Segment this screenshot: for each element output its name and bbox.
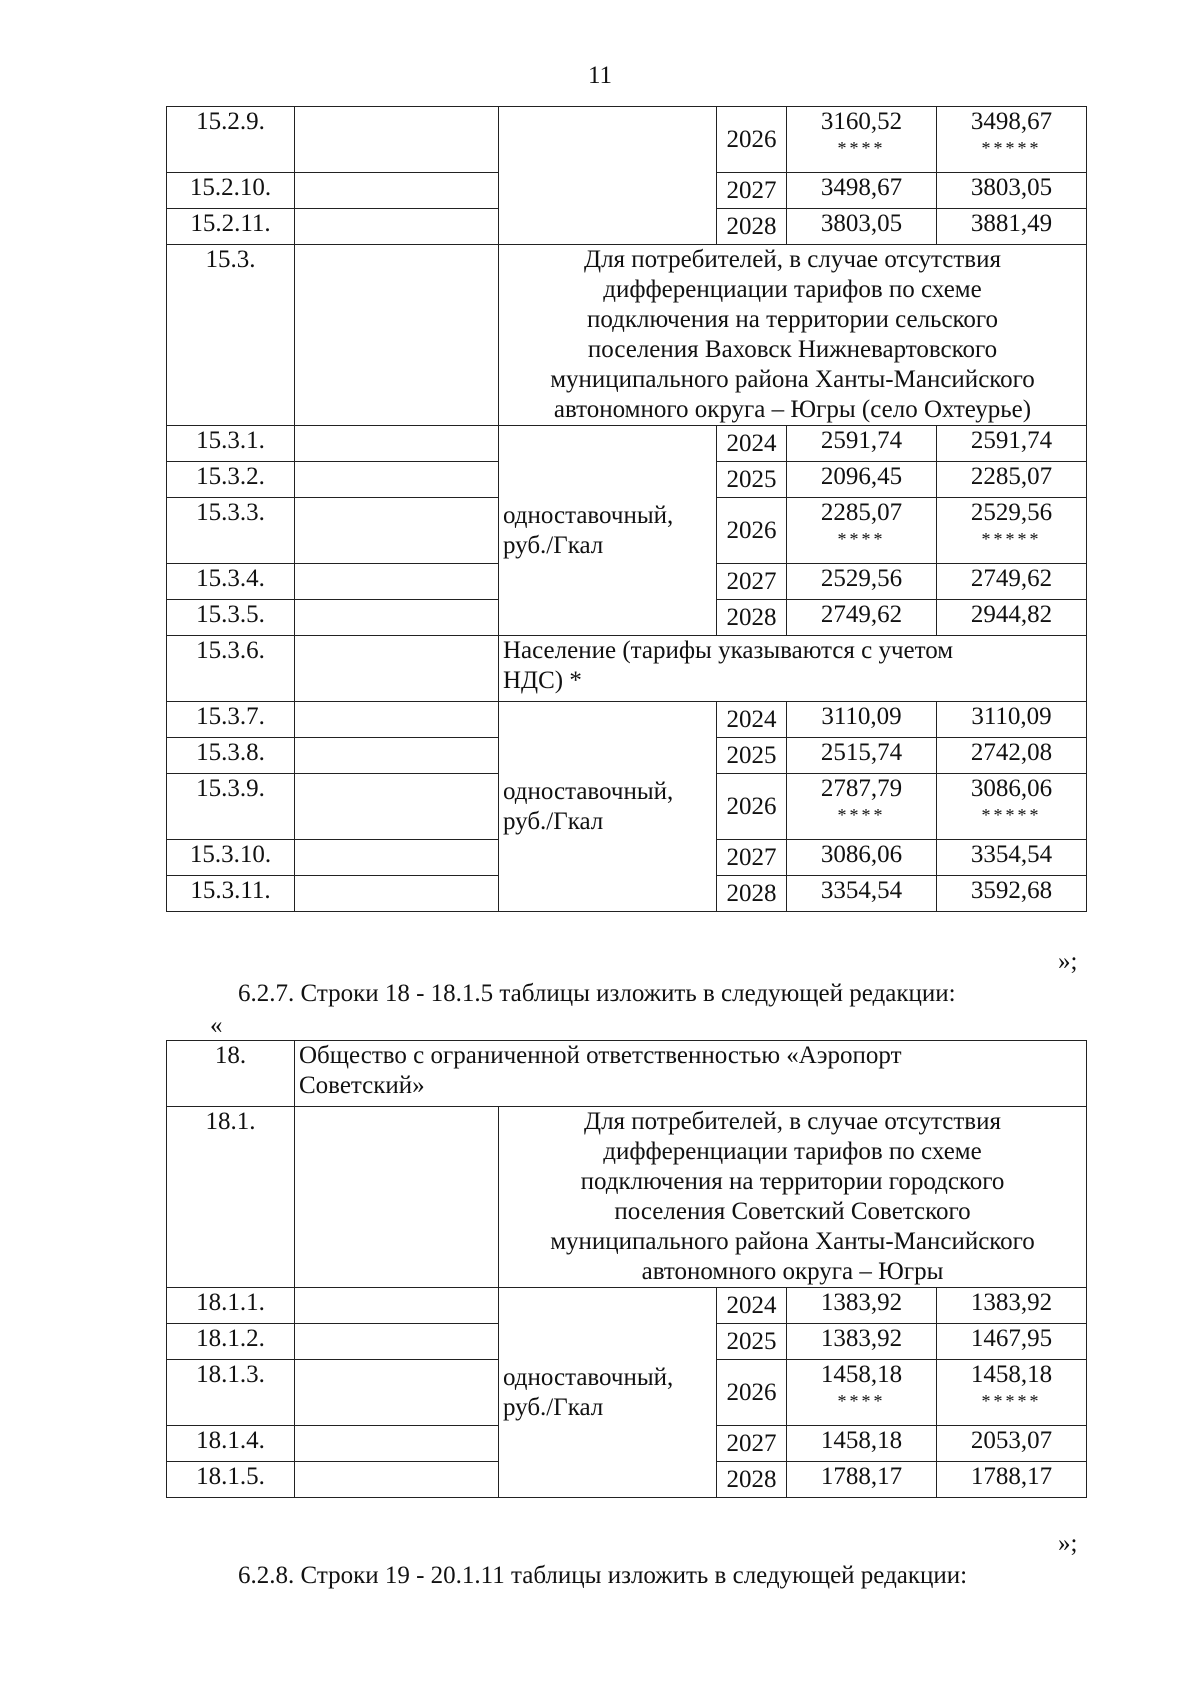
table-row bbox=[167, 107, 1087, 173]
close-quote: »; bbox=[1058, 948, 1078, 975]
value-1-cell: 1383,92 bbox=[787, 1288, 937, 1324]
empty-cell bbox=[295, 600, 499, 636]
value-1-cell bbox=[787, 107, 937, 173]
value-1-cell: 2591,74 bbox=[787, 426, 937, 462]
value-2-cell: 3881,49 bbox=[937, 209, 1087, 245]
empty-cell bbox=[295, 426, 499, 462]
value-2-cell: 2285,07 bbox=[937, 462, 1087, 498]
year-cell: 2026 bbox=[717, 1360, 787, 1426]
value-2: 1458,18 bbox=[970, 1361, 1053, 1388]
empty-cell bbox=[295, 1360, 499, 1426]
value-2-cell bbox=[937, 107, 1087, 173]
year-cell: 2025 bbox=[717, 738, 787, 774]
tariff-table-15 bbox=[166, 106, 1087, 912]
row-number: 15.3.4. bbox=[167, 564, 295, 600]
empty-cell bbox=[295, 702, 499, 738]
value-2-cell: 2742,08 bbox=[937, 738, 1087, 774]
value-2-cell: 3354,54 bbox=[937, 840, 1087, 876]
section-line: муниципального района Ханты-Мансийского bbox=[550, 1228, 1035, 1255]
row-number: 18.1.2. bbox=[167, 1324, 295, 1360]
unit-cell bbox=[499, 1288, 717, 1498]
row-number: 18.1.1. bbox=[167, 1288, 295, 1324]
value-1: 3160,52 bbox=[820, 108, 903, 135]
value-1-stars: **** bbox=[837, 529, 886, 549]
value-2-cell: 3592,68 bbox=[937, 876, 1087, 912]
row-number: 15.3.6. bbox=[167, 636, 295, 702]
section-line: дифференциации тарифов по схеме bbox=[603, 1138, 982, 1165]
empty-cell bbox=[295, 173, 499, 209]
value-2-cell: 3110,09 bbox=[937, 702, 1087, 738]
section-line: подключения на территории городского bbox=[580, 1168, 1005, 1195]
row-number: 15.3.11. bbox=[167, 876, 295, 912]
unit-line: руб./Гкал bbox=[503, 531, 604, 559]
population-heading bbox=[499, 636, 1087, 702]
year-cell: 2025 bbox=[717, 462, 787, 498]
section-line: муниципального района Ханты-Мансийского bbox=[550, 366, 1035, 393]
value-2-cell bbox=[937, 774, 1087, 840]
value-1: 2285,07 bbox=[820, 499, 903, 526]
value-2-cell: 2053,07 bbox=[937, 1426, 1087, 1462]
population-line: Население (тарифы указываются с учетом bbox=[503, 637, 954, 664]
value-1-cell: 1383,92 bbox=[787, 1324, 937, 1360]
section-line: автономного округа – Югры (село Охтеурье) bbox=[553, 396, 1032, 423]
section-line: Для потребителей, в случае отсутствия bbox=[584, 1108, 1001, 1135]
year-cell: 2025 bbox=[717, 1324, 787, 1360]
section-line: поселения Советский Советского bbox=[614, 1198, 971, 1225]
year-cell: 2028 bbox=[717, 876, 787, 912]
unit-line: руб./Гкал bbox=[503, 1393, 604, 1421]
year-cell: 2028 bbox=[717, 209, 787, 245]
value-1-cell: 2096,45 bbox=[787, 462, 937, 498]
section-heading bbox=[499, 245, 1087, 426]
row-number: 15.3.10. bbox=[167, 840, 295, 876]
section-row bbox=[167, 245, 1087, 426]
empty-cell bbox=[295, 738, 499, 774]
value-1-stars: **** bbox=[837, 805, 886, 825]
value-1-cell: 2515,74 bbox=[787, 738, 937, 774]
row-number: 15.3.8. bbox=[167, 738, 295, 774]
year-cell: 2027 bbox=[717, 1426, 787, 1462]
empty-cell bbox=[295, 774, 499, 840]
year-cell: 2024 bbox=[717, 426, 787, 462]
value-2-cell bbox=[937, 1360, 1087, 1426]
population-row bbox=[167, 636, 1087, 702]
value-2-stars: ***** bbox=[981, 805, 1042, 825]
section-line: поселения Ваховск Нижневартовского bbox=[587, 336, 998, 363]
empty-cell bbox=[295, 245, 499, 426]
section-line: подключения на территории сельского bbox=[586, 306, 999, 333]
open-quote: « bbox=[210, 1012, 223, 1039]
unit-cell bbox=[499, 107, 717, 245]
value-2-cell: 1467,95 bbox=[937, 1324, 1087, 1360]
value-1: 1458,18 bbox=[820, 1361, 903, 1388]
year-cell: 2027 bbox=[717, 840, 787, 876]
empty-cell bbox=[295, 840, 499, 876]
row-number: 15.3.9. bbox=[167, 774, 295, 840]
row-number: 15.3.7. bbox=[167, 702, 295, 738]
value-1-cell: 2749,62 bbox=[787, 600, 937, 636]
value-1-cell: 3498,67 bbox=[787, 173, 937, 209]
empty-cell bbox=[295, 1107, 499, 1288]
value-2-cell: 1383,92 bbox=[937, 1288, 1087, 1324]
empty-cell bbox=[295, 107, 499, 173]
organization-name bbox=[295, 1041, 1087, 1107]
value-1-cell: 3354,54 bbox=[787, 876, 937, 912]
empty-cell bbox=[295, 1324, 499, 1360]
value-2-stars: ***** bbox=[981, 1391, 1042, 1411]
section-heading bbox=[499, 1107, 1087, 1288]
page-number: 11 bbox=[587, 62, 613, 89]
year-cell: 2024 bbox=[717, 1288, 787, 1324]
empty-cell bbox=[295, 462, 499, 498]
section-row bbox=[167, 1107, 1087, 1288]
row-number: 18.1.5. bbox=[167, 1462, 295, 1498]
value-1-stars: **** bbox=[837, 138, 886, 158]
table-row bbox=[167, 702, 1087, 738]
row-number: 15.3.3. bbox=[167, 498, 295, 564]
row-number: 15.2.10. bbox=[167, 173, 295, 209]
section-line: дифференциации тарифов по схеме bbox=[603, 276, 982, 303]
value-2-cell bbox=[937, 498, 1087, 564]
row-number: 18. bbox=[167, 1041, 295, 1107]
year-cell: 2026 bbox=[717, 498, 787, 564]
unit-line: одноставочный, bbox=[503, 777, 674, 805]
row-number: 15.3.2. bbox=[167, 462, 295, 498]
empty-cell bbox=[295, 209, 499, 245]
organization-row bbox=[167, 1041, 1087, 1107]
empty-cell bbox=[295, 876, 499, 912]
value-2: 2529,56 bbox=[970, 499, 1053, 526]
year-cell: 2026 bbox=[717, 774, 787, 840]
value-2-stars: ***** bbox=[981, 138, 1042, 158]
organization-line: Общество с ограниченной ответственностью «Аэропорт bbox=[299, 1042, 902, 1069]
year-cell: 2024 bbox=[717, 702, 787, 738]
value-1-cell: 3110,09 bbox=[787, 702, 937, 738]
empty-cell bbox=[295, 498, 499, 564]
year-cell: 2028 bbox=[717, 600, 787, 636]
row-number: 15.2.9. bbox=[167, 107, 295, 173]
value-1-cell bbox=[787, 498, 937, 564]
unit-cell bbox=[499, 426, 717, 636]
value-2: 3086,06 bbox=[970, 775, 1053, 802]
tariff-table-18 bbox=[166, 1040, 1087, 1498]
organization-line: Советский» bbox=[299, 1072, 425, 1099]
year-cell: 2026 bbox=[717, 107, 787, 173]
table-row bbox=[167, 426, 1087, 462]
section-line: автономного округа – Югры bbox=[641, 1258, 944, 1285]
value-1-stars: **** bbox=[837, 1391, 886, 1411]
value-1: 2787,79 bbox=[820, 775, 903, 802]
value-1-cell: 2529,56 bbox=[787, 564, 937, 600]
value-2-cell: 2591,74 bbox=[937, 426, 1087, 462]
year-cell: 2027 bbox=[717, 173, 787, 209]
population-line: НДС) * bbox=[503, 667, 582, 694]
row-number: 15.3.1. bbox=[167, 426, 295, 462]
value-2: 3498,67 bbox=[970, 108, 1053, 135]
row-number: 18.1.4. bbox=[167, 1426, 295, 1462]
empty-cell bbox=[295, 1288, 499, 1324]
paragraph-6-2-7: 6.2.7. Строки 18 - 18.1.5 таблицы изложить в следующей редакции: bbox=[238, 980, 956, 1007]
row-number: 15.3. bbox=[167, 245, 295, 426]
unit-line: руб./Гкал bbox=[503, 807, 604, 835]
value-1-cell: 1458,18 bbox=[787, 1426, 937, 1462]
value-2-cell: 2944,82 bbox=[937, 600, 1087, 636]
close-quote: »; bbox=[1058, 1530, 1078, 1557]
value-1-cell: 3086,06 bbox=[787, 840, 937, 876]
empty-cell bbox=[295, 564, 499, 600]
paragraph-6-2-8: 6.2.8. Строки 19 - 20.1.11 таблицы изложить в следующей редакции: bbox=[238, 1562, 968, 1589]
value-1-cell: 3803,05 bbox=[787, 209, 937, 245]
row-number: 15.2.11. bbox=[167, 209, 295, 245]
unit-line: одноставочный, bbox=[503, 1363, 674, 1391]
row-number: 15.3.5. bbox=[167, 600, 295, 636]
value-1-cell bbox=[787, 774, 937, 840]
empty-cell bbox=[295, 1426, 499, 1462]
empty-cell bbox=[295, 636, 499, 702]
unit-cell bbox=[499, 702, 717, 912]
value-2-cell: 2749,62 bbox=[937, 564, 1087, 600]
value-2-stars: ***** bbox=[981, 529, 1042, 549]
year-cell: 2027 bbox=[717, 564, 787, 600]
row-number: 18.1.3. bbox=[167, 1360, 295, 1426]
empty-cell bbox=[295, 1462, 499, 1498]
value-1-cell: 1788,17 bbox=[787, 1462, 937, 1498]
value-2-cell: 3803,05 bbox=[937, 173, 1087, 209]
value-2-cell: 1788,17 bbox=[937, 1462, 1087, 1498]
row-number: 18.1. bbox=[167, 1107, 295, 1288]
unit-line: одноставочный, bbox=[503, 501, 674, 529]
table-row bbox=[167, 1288, 1087, 1324]
year-cell: 2028 bbox=[717, 1462, 787, 1498]
value-1-cell bbox=[787, 1360, 937, 1426]
section-line: Для потребителей, в случае отсутствия bbox=[584, 246, 1001, 273]
